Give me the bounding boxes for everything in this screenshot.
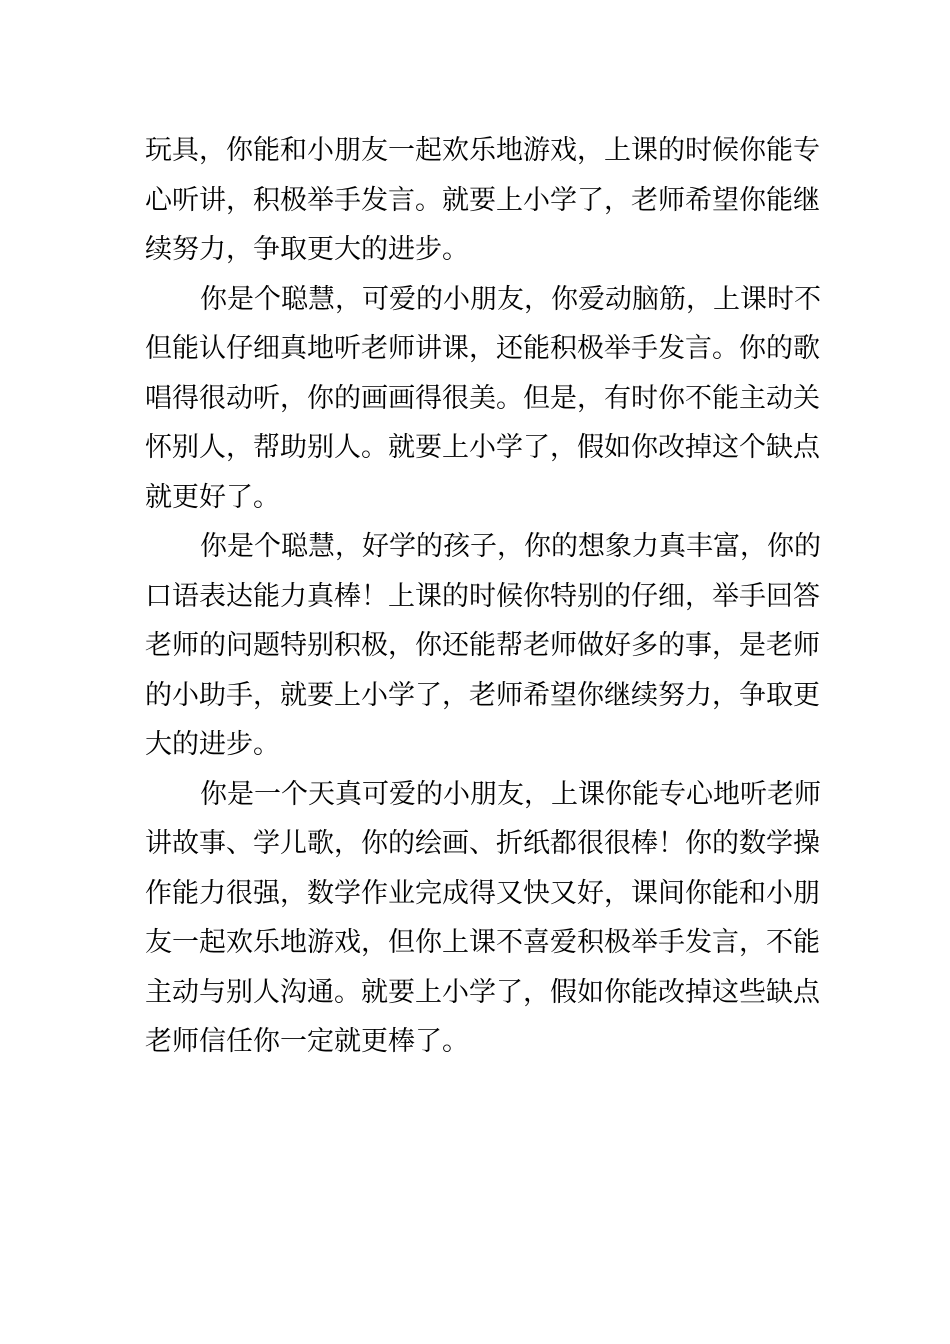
text-line: 心听讲，积极举手发言。就要上小学了，老师希望你能继 (145, 184, 820, 216)
text-line: 主动与别人沟通。就要上小学了，假如你能改掉这些缺点 (145, 976, 820, 1008)
text-line: 老师的问题特别积极，你还能帮老师做好多的事，是老师 (145, 630, 820, 661)
text-line: 口语表达能力真棒！上课的时候你特别的仔细，举手回答 (145, 580, 820, 612)
text-line: 就更好了。 (145, 481, 280, 513)
text-line: 玩具，你能和小朋友一起欢乐地游戏，上课的时候你能专 (145, 135, 820, 166)
text-line: 作能力很强，数学作业完成得又快又好，课间你能和小朋 (145, 877, 820, 909)
text-line: 你是个聪慧，好学的孩子，你的想象力真丰富，你的 (200, 531, 821, 562)
document-body (145, 126, 821, 1067)
text-line: 老师信任你一定就更棒了。 (145, 1026, 469, 1057)
text-line: 大的进步。 (145, 729, 280, 760)
text-line: 你是一个天真可爱的小朋友，上课你能专心地听老师 (200, 778, 821, 810)
text-line: 唱得很动听，你的画画得很美。但是，有时你不能主动关 (145, 382, 820, 414)
text-line: 友一起欢乐地游戏，但你上课不喜爱积极举手发言，不能 (145, 927, 820, 958)
text-line: 讲故事、学儿歌，你的绘画、折纸都很很棒！你的数学操 (145, 828, 820, 859)
paragraph-1 (145, 126, 820, 275)
text-line: 你是个聪慧，可爱的小朋友，你爱动脑筋，上课时不 (200, 283, 821, 315)
text-line: 续努力，争取更大的进步。 (145, 234, 469, 265)
text-line: 怀别人，帮助别人。就要上小学了，假如你改掉这个缺点 (145, 432, 820, 463)
paragraph-4 (145, 770, 821, 1067)
paragraph-3 (145, 522, 821, 770)
text-line: 的小助手，就要上小学了，老师希望你继续努力，争取更 (145, 679, 820, 711)
paragraph-2 (145, 275, 821, 523)
text-line: 但能认仔细真地听老师讲课，还能积极举手发言。你的歌 (145, 333, 820, 364)
